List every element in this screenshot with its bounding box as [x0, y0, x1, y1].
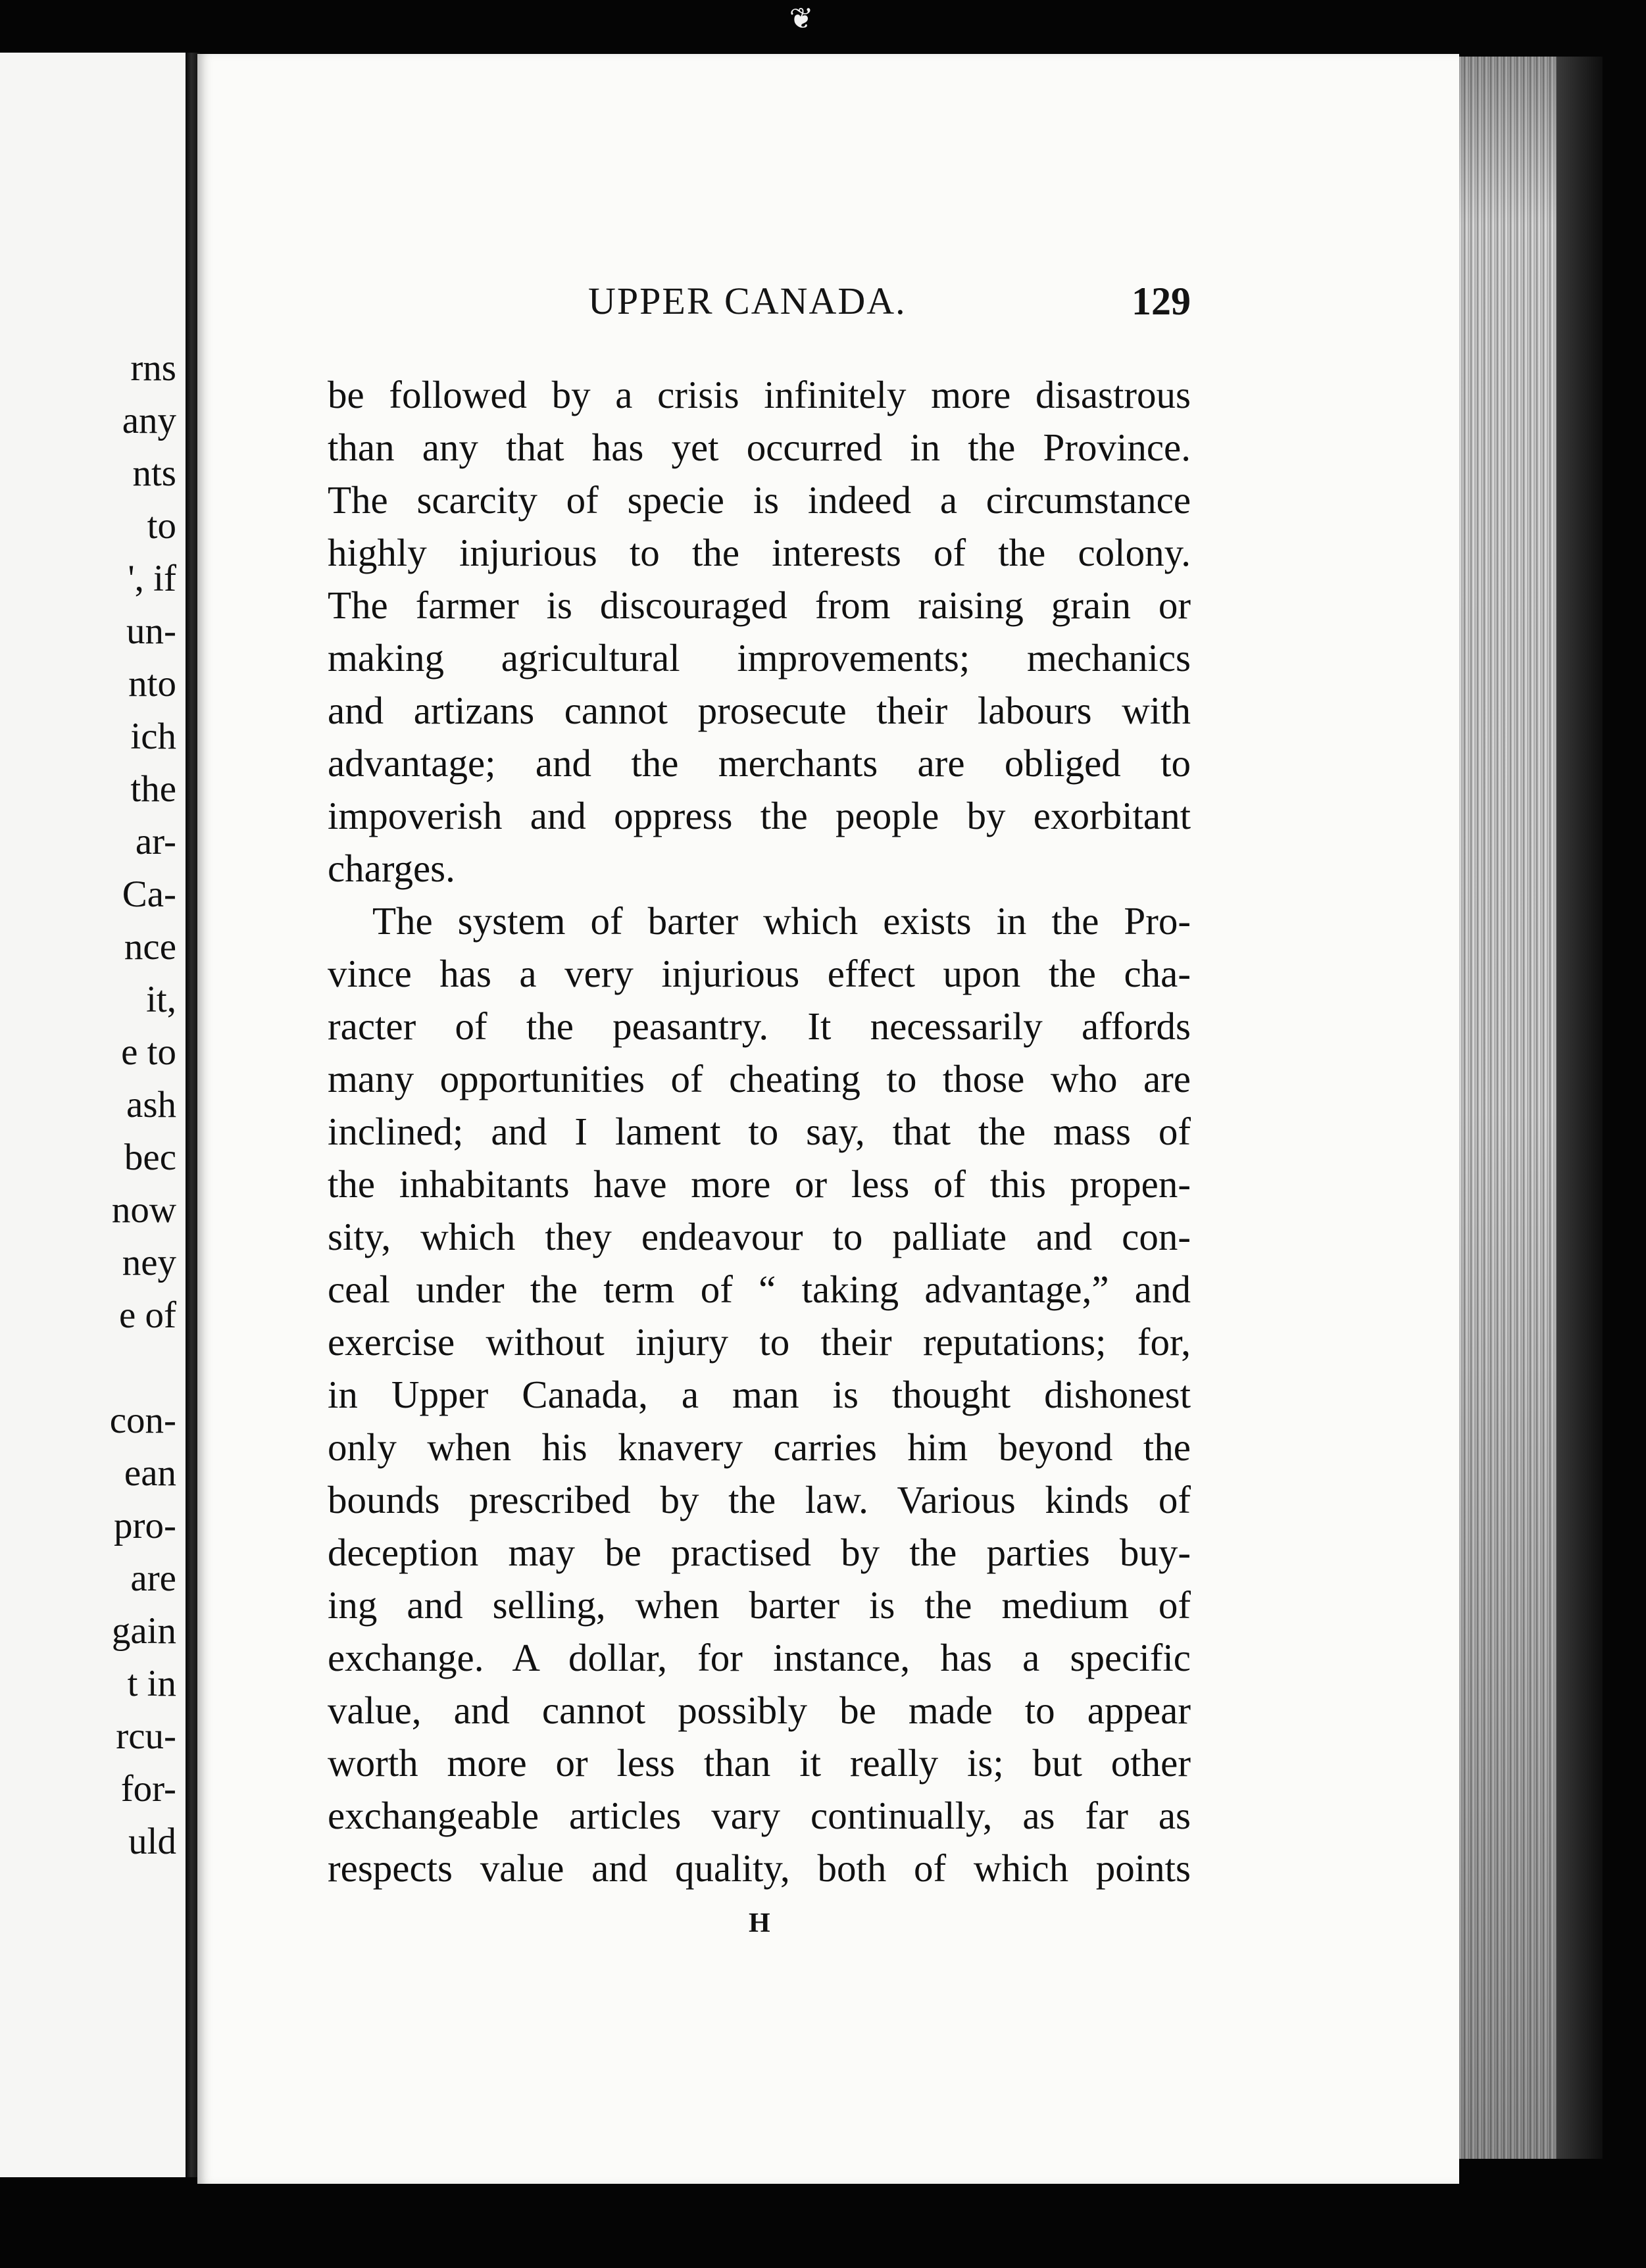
- left-page-fragment: t in: [127, 1663, 176, 1704]
- left-page-fragment: uld: [128, 1821, 176, 1862]
- left-page-fragment: un-: [126, 610, 176, 652]
- text-line: ing and selling, when barter is the medium of: [328, 1583, 1191, 1627]
- text-line: ceal under the term of “ taking advantage,” and: [328, 1268, 1191, 1311]
- text-line: The system of barter which exists in the Pro-: [372, 899, 1191, 943]
- signature-mark: H: [749, 1908, 772, 1938]
- text-line: worth more or less than it really is; but other: [328, 1741, 1191, 1785]
- page-edges: [1459, 57, 1557, 2159]
- text-line: than any that has yet occurred in the Province.: [328, 426, 1191, 469]
- left-page-fragment: ar-: [135, 821, 176, 862]
- text-line: deception may be practised by the parties buy-: [328, 1531, 1191, 1574]
- text-line: in Upper Canada, a man is thought dishonest: [328, 1373, 1191, 1416]
- text-line: and artizans cannot prosecute their labours with: [328, 689, 1191, 732]
- text-line: exchange. A dollar, for instance, has a specific: [328, 1636, 1191, 1679]
- text-line: be followed by a crisis infinitely more disastrous: [328, 373, 1191, 416]
- left-page-fragment: rcu-: [116, 1715, 176, 1757]
- left-facing-page: [0, 53, 189, 2177]
- left-page-fragment: any: [122, 400, 176, 441]
- page-number: 129: [1132, 280, 1191, 323]
- left-page-fragment: bec: [124, 1137, 176, 1178]
- text-line: respects value and quality, both of which points: [328, 1846, 1191, 1890]
- text-line: making agricultural improvements; mechanics: [328, 636, 1191, 679]
- left-page-fragment: pro-: [114, 1505, 176, 1546]
- text-line: racter of the peasantry. It necessarily affords: [328, 1004, 1191, 1048]
- text-line: vince has a very injurious effect upon the cha-: [328, 952, 1191, 995]
- left-page-fragment: gain: [111, 1610, 176, 1652]
- left-page-fragment: con-: [109, 1400, 176, 1441]
- left-page-fragment: ean: [124, 1452, 176, 1494]
- running-title: UPPER CANADA.: [588, 280, 907, 322]
- text-line: only when his knavery carries him beyond the: [328, 1425, 1191, 1469]
- text-line: sity, which they endeavour to palliate and con-: [328, 1215, 1191, 1258]
- left-page-fragment: nto: [128, 663, 176, 704]
- text-line: The scarcity of specie is indeed a circumstance: [328, 478, 1191, 522]
- text-line: impoverish and oppress the people by exorbitant: [328, 794, 1191, 837]
- text-line: inclined; and I lament to say, that the mass of: [328, 1110, 1191, 1153]
- left-page-fragment: e to: [121, 1031, 176, 1073]
- text-line: exchangeable articles vary continually, as far as: [328, 1794, 1191, 1837]
- left-page-fragment: ney: [122, 1242, 176, 1283]
- left-page-fragment: to: [147, 505, 176, 547]
- text-line: bounds prescribed by the law. Various kinds of: [328, 1478, 1191, 1521]
- text-line: the inhabitants have more or less of this propen-: [328, 1162, 1191, 1206]
- left-page-fragment: nts: [132, 453, 176, 494]
- top-ornament: ❦: [789, 3, 814, 35]
- left-page-fragment: are: [130, 1558, 176, 1599]
- page-header: [395, 279, 1191, 332]
- left-page-fragment: ich: [130, 716, 176, 757]
- left-page-fragment: now: [111, 1189, 176, 1231]
- left-page-fragment: ash: [126, 1084, 176, 1125]
- text-line: exercise without injury to their reputations; for,: [328, 1320, 1191, 1364]
- text-line: charges.: [328, 847, 455, 890]
- text-line: value, and cannot possibly be made to appear: [328, 1689, 1191, 1732]
- left-page-fragment: for-: [120, 1768, 176, 1810]
- text-line: highly injurious to the interests of the colony.: [328, 531, 1191, 574]
- book-cover-edge: [1557, 57, 1603, 2159]
- text-line: The farmer is discouraged from raising grain or: [328, 583, 1191, 627]
- left-page-fragment: e of: [118, 1294, 176, 1336]
- left-page-fragment: ', if: [128, 558, 176, 599]
- left-page-fragment: nce: [124, 926, 176, 968]
- left-page-fragment: Ca-: [122, 874, 176, 915]
- text-line: many opportunities of cheating to those who are: [328, 1057, 1191, 1100]
- text-line: advantage; and the merchants are obliged to: [328, 741, 1191, 785]
- left-page-fragment: it,: [146, 979, 176, 1020]
- body-text: [328, 368, 1191, 1894]
- left-page-fragment: rns: [130, 347, 176, 389]
- left-page-fragment: the: [130, 768, 176, 810]
